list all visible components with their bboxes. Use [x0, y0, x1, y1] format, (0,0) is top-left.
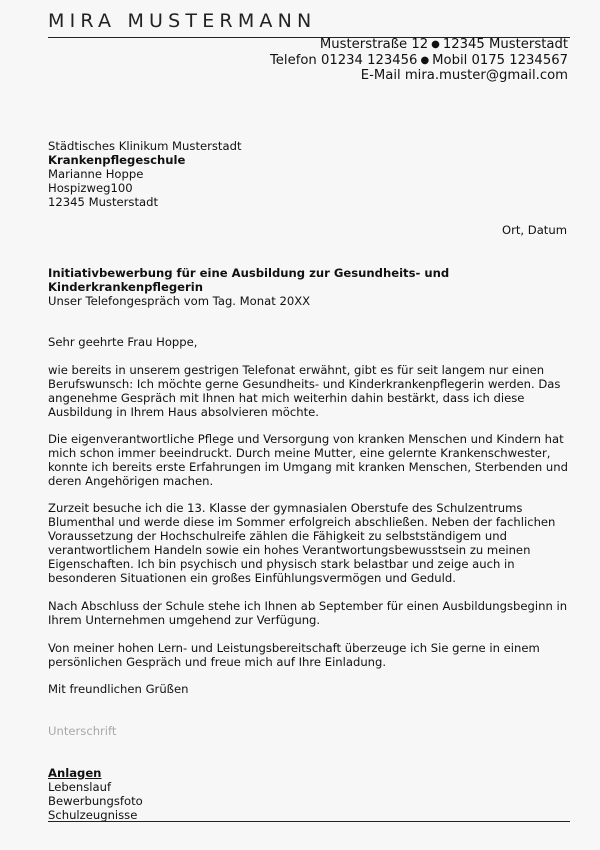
subject-block: [48, 266, 468, 308]
bullet-separator: ●: [431, 39, 440, 50]
recipient-organization: Städtisches Klinikum Musterstadt: [48, 139, 242, 153]
recipient-person: Marianne Hoppe: [48, 167, 144, 181]
attachment-item: Bewerbungsfoto: [48, 794, 143, 808]
body-paragraph: Die eigenverantwortliche Pflege und Versorgung von kranken Menschen und Kindern hat mich schon immer beeindruckt. Durch meine Mutter, eine gelernte Krankenschwester, konnte ich bereits erste Erfahrungen im Umgang mit kranken Menschen, Sterbenden und deren Angehörigen machen.: [48, 432, 568, 488]
body-paragraph: Von meiner hohen Lern- und Leistungsbereitschaft überzeuge ich Sie gerne in einem persönlichen Gespräch und freue mich auf Ihre Einladung.: [48, 641, 540, 669]
place-date: Ort, Datum: [501, 223, 567, 237]
signature-placeholder: Unterschrift: [48, 724, 117, 738]
sender-street: Musterstraße 12: [319, 37, 429, 52]
sender-address-line: [270, 37, 568, 53]
sender-email: E-Mail mira.muster@gmail.com: [360, 68, 568, 83]
greeting: Sehr geehrte Frau Hoppe,: [48, 335, 198, 349]
attachment-item: Schulzeugnisse: [48, 808, 138, 822]
sender-contact: [270, 37, 568, 84]
recipient-department: Krankenpflegeschule: [48, 153, 186, 167]
recipient-street: Hospizweg100: [48, 181, 133, 195]
attachments-title: Anlagen: [48, 766, 102, 780]
subject-title: Initiativbewerbung für eine Ausbildung zur Gesundheits- und Kinderkrankenpflegerin: [48, 266, 450, 294]
sender-phone-line: [270, 53, 568, 69]
sender-name: MIRA MUSTERMANN: [48, 10, 317, 32]
sender-phone: Telefon 01234 123456: [269, 52, 418, 68]
attachment-item: Lebenslauf: [48, 780, 112, 794]
attachments: [48, 766, 143, 822]
sender-mobile: Mobil 0175 1234567: [432, 52, 568, 68]
bullet-separator: ●: [420, 54, 430, 66]
recipient-address: [48, 139, 242, 209]
body-paragraph: Nach Abschluss der Schule stehe ich Ihnen ab September für einen Ausbildungsbeginn in Ihrem Unternehmen umgehend zur Verfügung.: [48, 599, 568, 627]
body-paragraph: wie bereits in unserem gestrigen Telefonat erwähnt, gibt es für seit langem nur einen Berufswunsch: Ich möchte gerne Gesundheits- und Kinderkrankenpflegerin werden. Das angenehme Gespräch mit Ihnen hat mich weiterhin dahin bestärkt, dass ich diese Ausbildung in Ihrem Haus absolvieren möchte.: [48, 363, 561, 419]
body-paragraph: Zurzeit besuche ich die 13. Klasse der gymnasialen Oberstufe des Schulzentrums Blumenthal und werde diese im Sommer erfolgreich abschließen. Neben der fachlichen Voraussetzung der Hochschulreife zählen die Fähigkeit zu selbstständigem und verantwortlichem Handeln sowie ein hohes Verantwortungsbewusstsein zu meinen Eigenschaften. Ich bin psychisch und physisch stark belastbar und zeige auch in besonderen Situationen ein großes Einfühlungsvermögen und Geduld.: [48, 501, 556, 585]
closing: Mit freundlichen Grüßen: [48, 682, 189, 696]
sender-city: 12345 Musterstadt: [442, 37, 568, 52]
recipient-city: 12345 Musterstadt: [48, 195, 158, 209]
footer-divider: [48, 821, 570, 822]
subject-reference: Unser Telefongespräch vom Tag. Monat 20XX: [48, 294, 311, 308]
